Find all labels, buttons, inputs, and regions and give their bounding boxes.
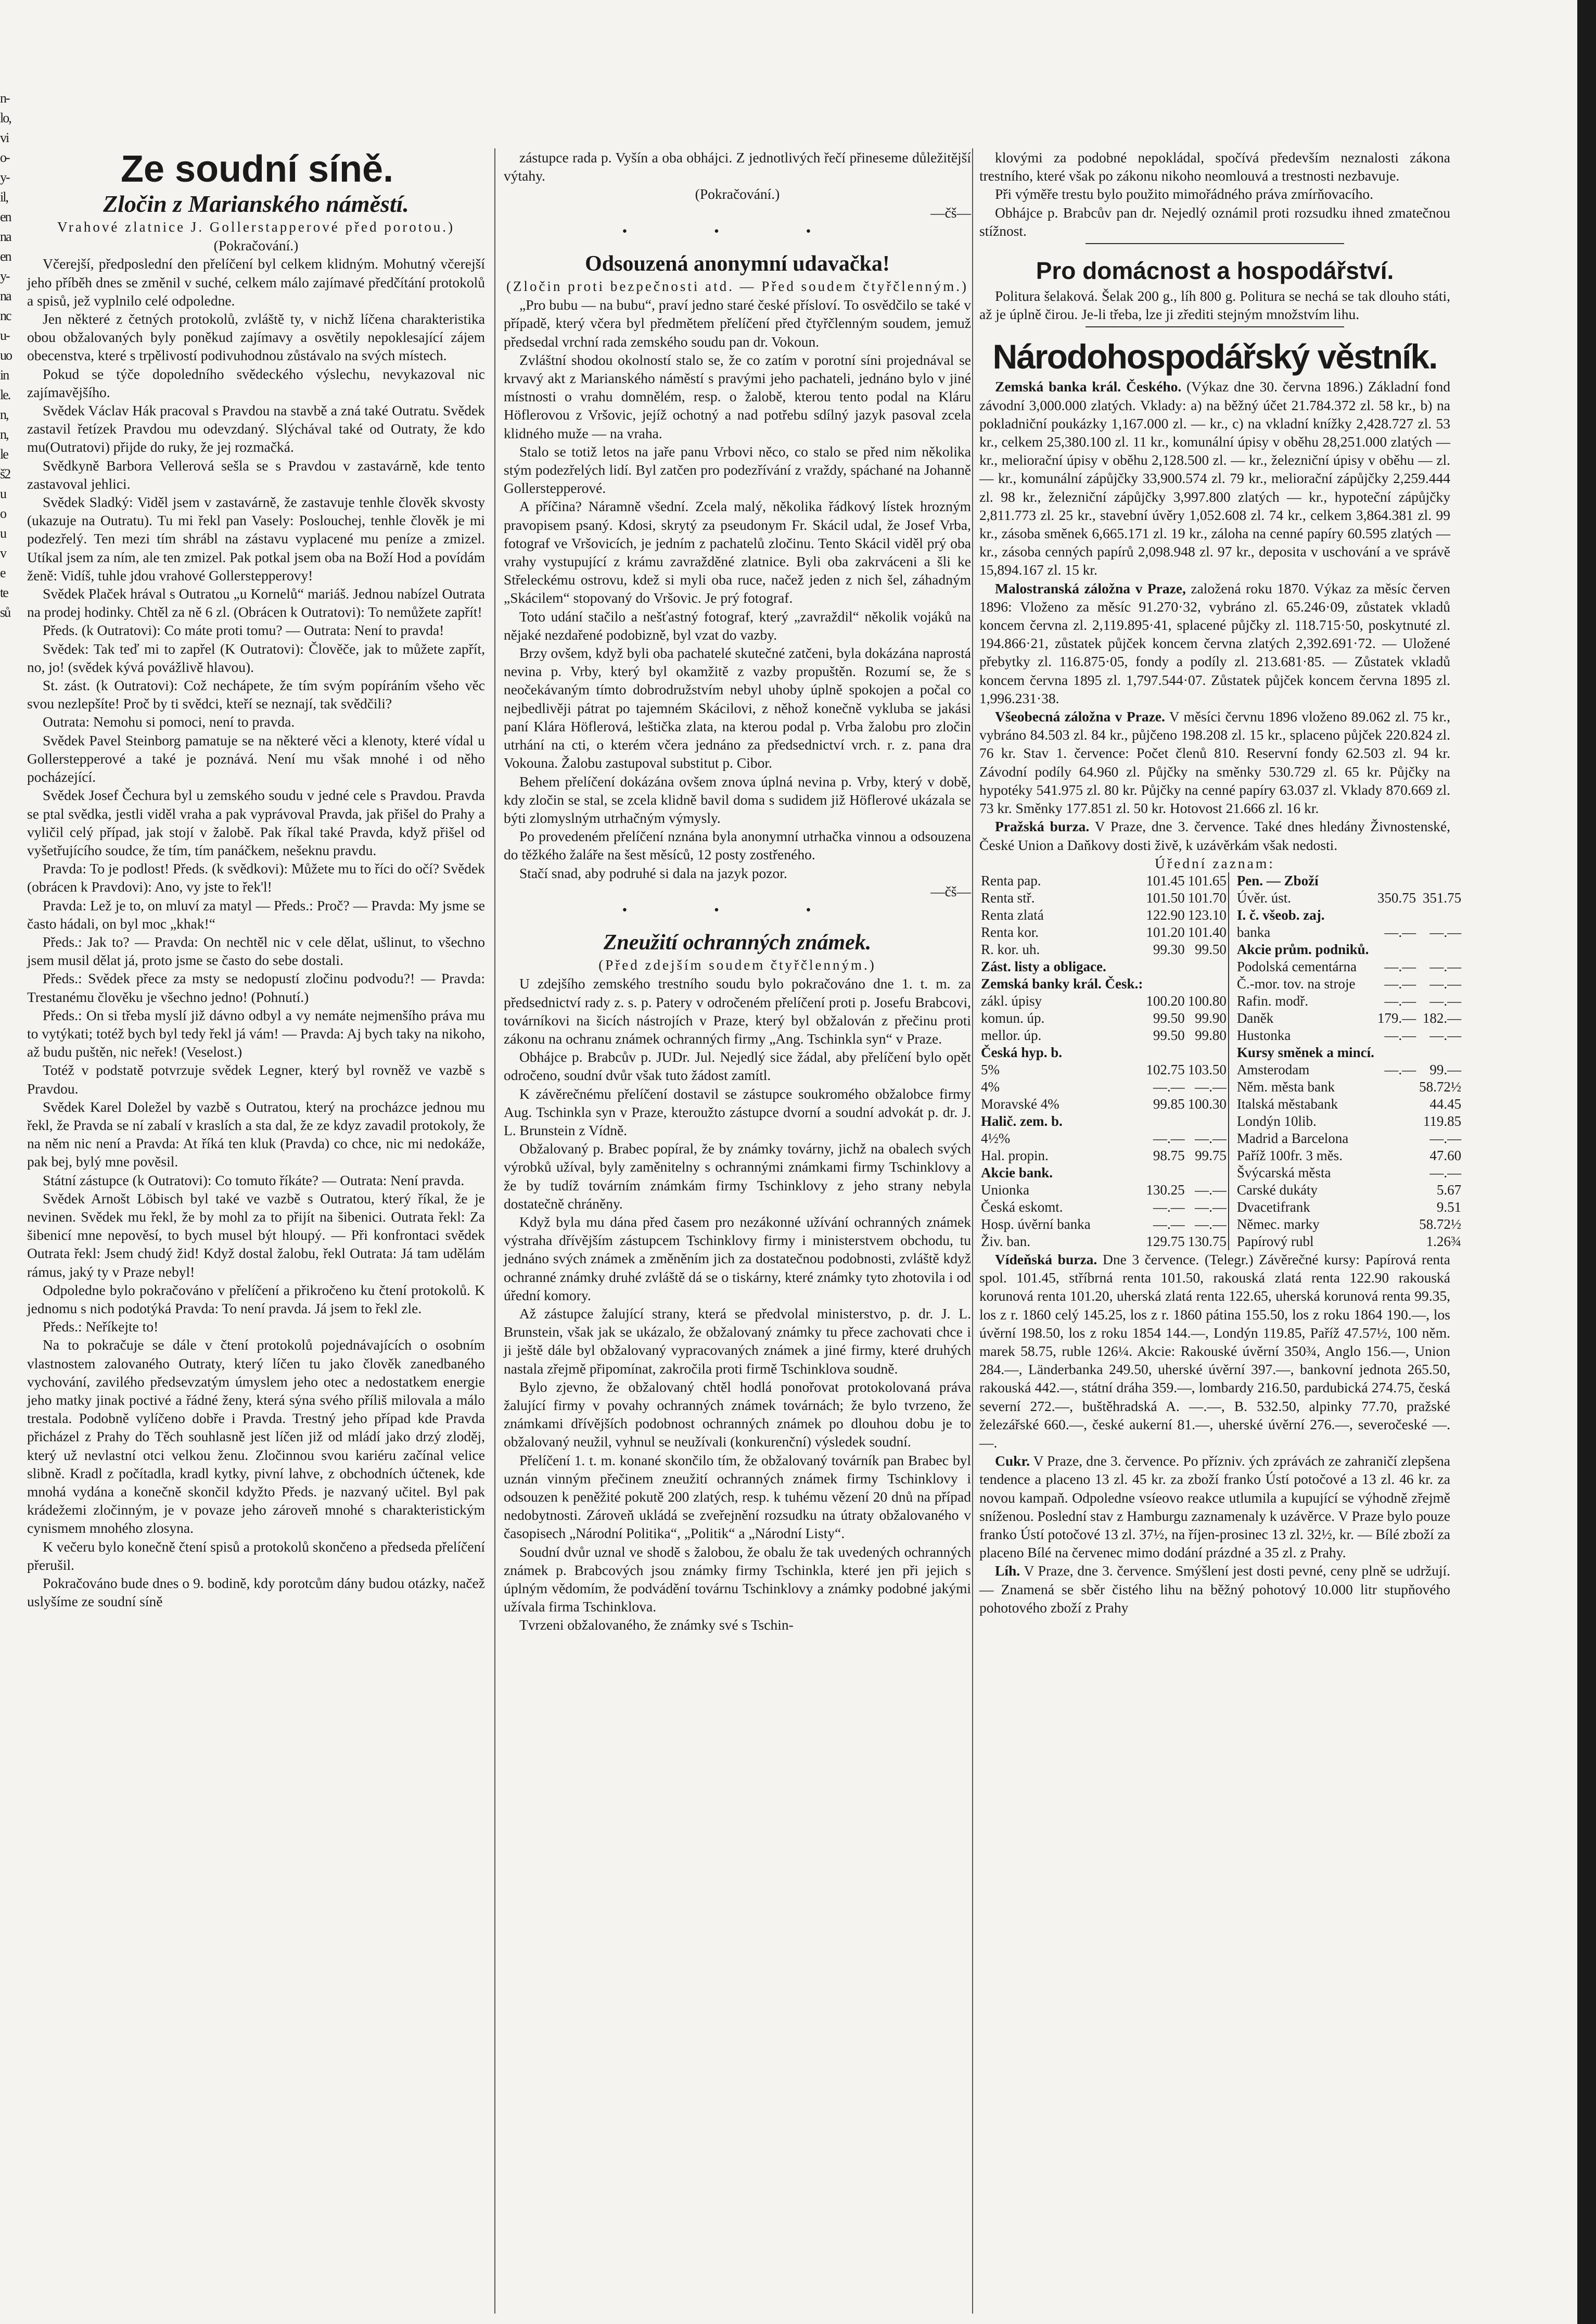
- quote-value: [1418, 872, 1463, 890]
- quote-value: 122.90: [1146, 907, 1185, 923]
- continuation-note: (Pokračování.): [695, 186, 780, 202]
- quote-value: —.—: [1429, 1027, 1462, 1043]
- author-mark: —čš—: [930, 883, 971, 899]
- quote-row: [979, 1164, 1229, 1182]
- quote-name: 4%: [981, 1078, 1000, 1095]
- quote-row: [979, 1199, 1229, 1216]
- quote-name: Podolská cementárna: [1236, 958, 1357, 974]
- quote-value: 119.85: [1423, 1113, 1462, 1129]
- quote-value: [1376, 941, 1418, 958]
- quote-value: 100.30: [1188, 1096, 1227, 1112]
- section-heading: Pro domácnost a hospodářství.: [1036, 257, 1394, 285]
- quote-row: [979, 907, 1229, 924]
- quote-value: 1.26¾: [1426, 1233, 1462, 1249]
- quote-value: 99.50: [1153, 1010, 1185, 1026]
- quote-row: [979, 1096, 1229, 1113]
- quote-name: Česká hyp. b.: [981, 1044, 1063, 1060]
- quote-name: Č.-mor. tov. na stroje: [1236, 975, 1356, 992]
- separator-stars: • • •: [622, 222, 853, 239]
- page-edge: [1577, 0, 1596, 2324]
- quote-row: [1235, 1182, 1463, 1199]
- quote-row: [979, 1044, 1229, 1061]
- quote-row: [1235, 1078, 1463, 1096]
- quote-value: 99.50: [1153, 1027, 1185, 1043]
- quote-row: [1235, 1061, 1463, 1078]
- column-divider: [494, 148, 495, 2314]
- quote-value: —.—: [1384, 1061, 1416, 1077]
- paragraph: klovými za podobné nepokládal, spočívá především neznalosti zákona trestního, které však po zákonu nikoho neomlouvá a trestnosti nezbavuje.: [979, 149, 1450, 184]
- article-body: [504, 296, 971, 882]
- quote-value: —.—: [1153, 1216, 1185, 1232]
- quote-name: Živ. ban.: [981, 1233, 1030, 1249]
- quote-row: [979, 872, 1229, 890]
- quote-name: Hal. propin.: [981, 1147, 1049, 1163]
- item-title: Zemská banka král. Českého.: [995, 378, 1182, 395]
- item-text: V Praze, dne 3. července. Po přízniv. ých zprávách ze zahraničí zlepšena tendence a placeno 13 zl. 45 kr. za zboží franko Ústí potočové a 13 zl. 46 kr. za novou kampaň. Odpoledne vsíeovo reakce utlumila a kupující se výhodně zřejmě sníženou. Poslední stav z Hamburgu zaznamenaly k uzávěrce. V Praze bylo pouze franko Ústí potočové 13 zl. 37½, na říjen-prosinec 13 zl. 32½, kr. — Bílé zboží za placeno Bílé na červenec mimo dodání prázdné a 35 zl. z Prahy.: [979, 1453, 1450, 1561]
- quote-value: [1418, 907, 1463, 924]
- quote-value: —.—: [1153, 1078, 1185, 1095]
- quote-row: [979, 1010, 1229, 1027]
- quotes-tables: [979, 872, 1462, 1250]
- paragraph: Svědkyně Barbora Vellerová sešla se s Pravdou v zastavárně, kde tento zastavoval jehlici.: [27, 457, 485, 492]
- quote-name: Česká eskomt.: [981, 1199, 1063, 1215]
- paragraph: Stalo se totiž letos na jaře panu Vrbovi něco, co stalo se před nim několika stým podezřelých lidí. Byl zatčen pro podezřívání z vraždy, spáchané na Johanně Gollerstepperové.: [504, 443, 971, 497]
- quote-name: Úvěr. úst.: [1236, 890, 1292, 906]
- quote-value: 99.85: [1153, 1096, 1185, 1112]
- article-body: [504, 974, 971, 1634]
- quote-value: [1376, 1199, 1418, 1216]
- paragraph: Předs.: Neříkejte to!: [43, 1318, 159, 1335]
- paragraph: Bylo zjevno, že obžalovaný chtěl hodlá ponořovat protokolovaná práva žalující firmy v povahy ochranných známek továrnách; že bylo tvrzeno, že známkami dřívějších podobnost ochranných známek po dlouhou dobu je to obžalovaný neužil, vyhnul se neužívali (konkurenční) výsledek soudní.: [504, 1378, 971, 1450]
- quote-name: Rafin. modř.: [1236, 993, 1309, 1009]
- quotes-header: Úřední zaznam:: [1155, 855, 1275, 871]
- quote-row: [1235, 1130, 1463, 1147]
- quote-name: Amsterodam: [1236, 1061, 1310, 1077]
- section-title: Ze soudní síně.: [121, 148, 394, 190]
- quote-name: Pen. — Zboží: [1236, 872, 1319, 888]
- paragraph: Politura šelaková. Šelak 200 g., líh 800 g. Politura se nechá se tak dlouho státi, až je úplně čirou. Je-li třeba, lze ji zřediti stejným množstvím lihu.: [979, 288, 1450, 323]
- quote-value: 98.75: [1153, 1147, 1185, 1163]
- quote-row: [979, 1061, 1229, 1078]
- quote-value: 58.72½: [1419, 1216, 1462, 1232]
- quote-value: 47.60: [1429, 1147, 1462, 1163]
- paragraph: Outrata: Nemohu si pomoci, není to pravda.: [43, 714, 295, 730]
- quote-name: I. č. všeob. zaj.: [1236, 907, 1325, 923]
- quote-row: [1235, 890, 1463, 907]
- paragraph: Odpoledne bylo pokračováno v přelíčení a přikročeno ku čtení protokolů. K jednomu s nich podotýká Pravda: To není pravda. Já jsem to řekl zle.: [27, 1281, 485, 1316]
- quote-value: [1376, 1233, 1418, 1250]
- quote-value: 99.30: [1153, 941, 1185, 957]
- quote-value: —.—: [1384, 958, 1416, 974]
- quote-name: komun. úp.: [981, 1010, 1045, 1026]
- paragraph: Pokračováno bude dnes o 9. bodině, kdy porotcům dány budou otázky, načež uslyšíme ze soudní síně: [27, 1575, 485, 1610]
- quote-value: 101.50: [1146, 890, 1185, 906]
- quote-value: 100.80: [1188, 993, 1227, 1009]
- paragraph: Svědek: Tak teď mi to zapřel (K Outratovi): Člověče, jak to můžete zapřít, no, jo! (svědek kývá povážlivě hlavou).: [27, 640, 485, 675]
- quote-row: [979, 1182, 1229, 1199]
- quote-value: 102.75: [1146, 1061, 1185, 1077]
- article-heading: Zneužití ochranných známek.: [603, 931, 872, 955]
- quote-value: [1186, 1113, 1229, 1130]
- quote-value: —.—: [1153, 1199, 1185, 1215]
- paragraph: Až zástupce žalující strany, která se předvolal ministerstvo, p. dr. J. L. Brunstein, však jak se ukázalo, že obžalovaný známky tu přece zachovati chce i ji ještě dále byl obžalovaný vypracovaných známek a jiné firmy, které druhých nastala zřejmě připomínat, zakročila proti firmě Tschinklova soudně.: [504, 1305, 971, 1377]
- item-title: Cukr.: [995, 1453, 1030, 1469]
- quote-value: 103.50: [1188, 1061, 1227, 1077]
- quote-name: Renta stř.: [981, 890, 1035, 906]
- quote-name: Londýn 10lib.: [1236, 1113, 1317, 1129]
- paragraph: [979, 1452, 1450, 1561]
- quote-row: [979, 924, 1229, 941]
- quote-row: [979, 890, 1229, 907]
- quote-value: [1144, 975, 1186, 993]
- quote-name: Akcie bank.: [981, 1164, 1053, 1180]
- quotes-table-right: [1235, 872, 1463, 1250]
- quote-value: [1186, 975, 1229, 993]
- quote-name: R. kor. uh.: [981, 941, 1040, 957]
- quote-row: [979, 1130, 1229, 1147]
- quote-value: [1376, 1182, 1418, 1199]
- paragraph: Předs.: Svědek přece za msty se nedopustí zločinu podvodu?! — Pravda: Trestanému člověku je všechno jedno! (Pohnutí.): [27, 970, 485, 1005]
- quote-name: Renta pap.: [981, 872, 1041, 888]
- quote-value: [1376, 1164, 1418, 1182]
- quote-row: [1235, 1027, 1463, 1044]
- quote-name: banka: [1236, 924, 1271, 940]
- paragraph: [979, 377, 1450, 579]
- paragraph: Předs. (k Outratovi): Co máte proti tomu? — Outrata: Není to pravda!: [43, 622, 444, 639]
- paragraph: zástupce rada p. Vyšín a oba obhájci. Z jednotlivých řečí přineseme důležitější výtahy.: [504, 149, 971, 184]
- item-text: (Výkaz dne 30. června 1896.) Základní fond závodní 3,000.000 zlatých. Vklady: a) na běžný účet 21.784.372 zl. 58 kr., b) na pokladniční poukázky 1,167.000 zl. — kr., c) na vkladní knížky 2,428.727 zl. 53 kr., celkem 25,380.100 zl. 11 kr., komunální úpisy v oběhu 28,251.000 zlatých — kr., meliorační úpisy v oběhu 2,128.500 zl. — kr., železniční úpisy v oběhu — zl. — kr., komunální zápůjčky 33,900.574 zl. 79 kr., meliorační zápůjčky 2,259.444 zl. 98 kr., železniční zápůjčky 3,997.800 zlatých — kr., hypoteční zápůjčky 2,811.773 zl. 25 kr., stavební úvěry 1,052.608 zl. 74 kr., celkem 3,864.381 zl. 99 kr., zásoba směnek 6,665.171 zl. 19 kr., záloha na cenné papíry 60.595 zlatých — kr., zásoba cenných papírů 2,098.948 zl. 97 kr., deposita v uschování a ve správě 15,894.167 zl. 15 kr.: [979, 378, 1450, 578]
- quote-row: [1235, 1010, 1463, 1027]
- quote-value: 101.70: [1188, 890, 1227, 906]
- separator-stars: • • •: [622, 901, 853, 918]
- item-text: V Praze, dne 3. července. Smýšlení jest dosti pevné, ceny plně se udržují. — Znamená se sběr čistého lihu na běžný pohotový 10.000 litr stupňového pohotového zboží z Prahy: [979, 1563, 1450, 1616]
- quote-row: [1235, 872, 1463, 890]
- paragraph: Na to pokračuje se dále v čtení protokolů pojednávajících o osobním vlastnostem zalovaného Outraty, který líčen tu jako člověk zanedbaného vychování, zavilého předsevzatým úmyslem jeho otec a nedostatkem energie jeho matky jinak poctivé a řádné ženy, která sýna svého příliš milovala a málo trestala. Podobně vylíčeno dobře i Pravda. Trestný jeho případ kde Pravda přicházel z Prahy do Těch souhlasně jest líčen již od mládí jako drzý zloděj, který už nevlastní otci velkou ženu. Zločinnou svou kariéru začínal velice slibně. Kradl z počítadla, kradl kytky, pivní lahve, z obchodních účtenek, kde mnohá vydána a konečně skončil kdyžto Předs. je nazvaný učitel. Byl pak krádežemi zločinným, je v povaze jeho zároveň mnohé s charakteristickým cynismem mnohého zlosyna.: [27, 1337, 485, 1536]
- quote-row: [1235, 1147, 1463, 1164]
- quote-value: 101.40: [1188, 924, 1227, 940]
- item-title: Líh.: [995, 1563, 1020, 1579]
- quote-row: [979, 975, 1229, 993]
- paragraph: A příčina? Náramně všední. Zcela malý, několika řádkový lístek hrozným pravopisem psaný. Kdosi, skrytý za pseudonym Fr. Skácil udal, že Josef Vrba, fotograf ve Vršovicích, je jedním z pachatelů zločinu. Tento Skácil viděl prý oba vrahy vystupující z krámu zavražděné zlatnice. Byli oba zakrváceni a šli ke Střeleckému ostrovu, kdež si myli oba ruce, načež jeden z nich šel, záhadným „Skácilem“ stopovaný do Vršovic. Je prý fotograf.: [504, 498, 971, 606]
- quote-name: Švýcarská města: [1236, 1164, 1331, 1180]
- quote-value: [1418, 941, 1463, 958]
- quote-row: [1235, 993, 1463, 1010]
- quote-value: [1144, 1044, 1186, 1061]
- column-divider: [972, 148, 973, 2314]
- paragraph: [979, 1561, 1450, 1617]
- paragraph: Toto udání stačilo a nešťastný fotograf, který „zavraždil“ několik vojáků na nějaké nezdařené podobizně, byl vzat do vazby.: [504, 608, 971, 643]
- paragraph: „Pro bubu — na bubu“, praví jedno staré české přísloví. To osvědčilo se také v případě, který včera byl předmětem přelíčení před čtyřčlenným soudem, jemuž předsedal vrchní rada zemského soudu pan dr. Vokoun.: [504, 297, 971, 350]
- quote-value: —.—: [1429, 1130, 1462, 1146]
- quote-name: Něm. města bank: [1236, 1078, 1335, 1095]
- quote-row: [1235, 907, 1463, 924]
- item-title: Malostranská záložna v Praze,: [995, 580, 1186, 596]
- quote-name: mellor. úp.: [981, 1027, 1042, 1043]
- paragraph: Totéž v podstatě potvrzuje svědek Legner, který byl rovněž ve vazbě s Pravdou.: [27, 1062, 485, 1097]
- quote-name: Paříž 100fr. 3 měs.: [1236, 1147, 1343, 1163]
- article-body: [27, 255, 485, 1610]
- quote-row: [1235, 1044, 1463, 1061]
- quote-value: 130.25: [1146, 1182, 1185, 1198]
- quote-row: [979, 1216, 1229, 1233]
- paragraph: Svědek Arnošt Löbisch byl také ve vazbě s Outratou, který říkal, že je nevinen. Svědek mu řekl, že by mohl za to přijít na šibenici. Outrata řekl: Za šibenicí mne nepověsí, to bych musel být hloupý. — Při konfrontaci svědek Outrata řekl: Jsem chudý žid! Když dostal žalobu, řekl Outrata: Já tam udělám rámus, jaký ty v Praze nebyl!: [27, 1190, 485, 1280]
- quotes-table-left: [979, 872, 1229, 1250]
- quote-value: 129.75: [1146, 1233, 1185, 1249]
- quote-value: [1144, 958, 1186, 975]
- quote-value: [1376, 1044, 1418, 1061]
- quote-row: [1235, 958, 1463, 975]
- quote-row: [979, 941, 1229, 958]
- quote-row: [1235, 975, 1463, 993]
- paragraph: Státní zástupce (k Outratovi): Co tomuto říkáte? — Outrata: Není pravda.: [43, 1172, 465, 1188]
- paragraph: Přelíčení 1. t. m. konané skončilo tím, že obžalovaný továrník pan Brabec byl uznán vinným přečinem zneužití ochranných známek firmy Tschinklovy i odsouzen k peněžité pokutě 200 zlatých, resp. k tuhému vězení 20 dnů na případ nedobytnosti. Zároveň ukládá se zveřejnění rozsudku na útraty obžalovaného v časopisech „Národní Politika“, „Politik“ a „Národní Listy“.: [504, 1452, 971, 1542]
- quote-value: 130.75: [1188, 1233, 1227, 1249]
- quote-value: [1376, 1130, 1418, 1147]
- quote-name: 4½%: [981, 1130, 1011, 1146]
- column-2: [504, 148, 971, 2319]
- quote-value: [1376, 1096, 1418, 1113]
- quote-value: 179.—: [1377, 1010, 1416, 1026]
- paragraph: Jen některé z četných protokolů, zvláště ty, v nichž líčena charakteristika obou obžalovaných byly poněkud zajímavy a osvětily nepoklesající zájem obecenstva, které s trpělivostí podivuhodnou zůstávalo na svých místech.: [27, 311, 485, 364]
- quote-value: —.—: [1384, 993, 1416, 1009]
- quote-name: Akcie prům. podniků.: [1236, 941, 1369, 957]
- quote-value: [1376, 1147, 1418, 1164]
- quote-row: [1235, 1096, 1463, 1113]
- item-text: V měsíci červnu 1896 vloženo 89.062 zl. 75 kr., vybráno 84.503 zl. 84 kr., půjčeno 198.208 zl. 15 kr., splaceno půjček 220.824 zl. 76 kr. Stav 1. července: Počet členů 810. Reservní fondy 62.503 zl. 94 kr. Závodní podíly 64.960 zl. Půjčky na směnky 530.729 zl. 65 kr. Půjčky na hypotéky 541.975 zl. 80 kr. Půjčky na cenné papíry 63.037 zl. Vklady 870.669 zl. 73 kr. Směnky 177.851 zl. 50 kr. Hotovost 21.666 zl. 16 kr.: [979, 708, 1450, 817]
- paragraph: Stačí snad, aby podruhé si dala na jazyk pozor.: [519, 865, 787, 881]
- quote-value: —.—: [1195, 1078, 1227, 1095]
- quote-row: [979, 958, 1229, 975]
- quote-value: —.—: [1429, 1164, 1462, 1180]
- quote-row: [1235, 1199, 1463, 1216]
- quote-row: [979, 1113, 1229, 1130]
- quote-value: 101.20: [1146, 924, 1185, 940]
- paragraph: Soudní dvůr uznal ve shodě s žalobou, že obalu že tak uvedených ochranných známek p. Brabcových jsou známky firmy Tschinkla, které jen při jejich s úplným vědomím, že podvádění továrnu Tschinklovy a známky podobné jakými užívala firma Tschinklova.: [504, 1543, 971, 1615]
- quote-name: Papírový rubl: [1236, 1233, 1314, 1249]
- left-margin-clip: n- lo, vi o- y- il, en na en y- na nc u- uo in le. n, n, le š2 u o u v e te sů: [0, 91, 11, 620]
- paragraph: U zdejšího zemského trestního soudu bylo pokračováno dne 1. t. m. za předsednictví rady z. s. p. Patery v odročeném přelíčení proti p. Josefu Brabcovi, továrníkovi na šicích nástrojích v Praze, který byl obžalován z přečinu proti zákonu na ochranu známek ochranných firmy „Ang. Tschinkla syn“ v Praze.: [504, 975, 971, 1047]
- quote-value: —.—: [1195, 1130, 1227, 1146]
- quote-value: —.—: [1429, 993, 1462, 1009]
- quote-name: zákl. úpisy: [981, 993, 1042, 1009]
- quote-value: 123.10: [1188, 907, 1227, 923]
- quote-name: Unionka: [981, 1182, 1029, 1198]
- article-subheading: (Zločin proti bezpečnosti atd. — Před soudem čtyřčlenným.): [506, 278, 969, 295]
- quote-value: —.—: [1384, 924, 1416, 940]
- quote-value: 99.—: [1429, 1061, 1462, 1077]
- quote-value: [1186, 958, 1229, 975]
- quote-value: 99.80: [1195, 1027, 1227, 1043]
- quote-value: 5.67: [1436, 1182, 1462, 1198]
- paragraph: [979, 707, 1450, 817]
- quote-row: [1235, 1216, 1463, 1233]
- quote-value: [1376, 1078, 1418, 1096]
- quote-value: —.—: [1195, 1182, 1227, 1198]
- quote-value: —.—: [1195, 1199, 1227, 1215]
- paragraph: Obhájce p. Brabcův p. JUDr. Jul. Nejedlý sice žádal, aby přelíčení bylo opět odročeno, soudní dvůr však tuto žádost zamítl.: [504, 1049, 971, 1084]
- quote-value: —.—: [1429, 958, 1462, 974]
- quote-name: Kursy směnek a mincí.: [1236, 1044, 1374, 1060]
- paragraph: Pravda: To je podlost! Předs. (k svědkovi): Můžete mu to říci do očí? Svědek (obrácen k Pravdovi): Ano, vy jste to řek'l!: [27, 860, 485, 895]
- quote-value: 182.—: [1422, 1010, 1462, 1026]
- item-text: Dne 3 července. (Telegr.) Závěrečné kursy: Papírová renta spol. 101.45, stříbrná renta 101.50, rakouská zlatá renta 122.90 rakouská korunová renta 101.20, uherská zlatá renta 122.65, uherská korunová renta 99.35, los z r. 1860 celý 145.25, los z r. 1860 pátina 155.50, los z roku 1864 190.—, los úvěrní 198.50, los z roku 1854 144.—, Londýn 119.85, Paříž 47.57½, 100 něm. marek 58.75, ruble 126¼. Akcie: Rakouské úvěrní 350¾, Anglo 156.—, Union 284.—, Länderbanka 249.50, uherské úvěrní 397.—, bankovní jednota 265.50, rakouská 442.—, státní dráha 359.—, lombardy 216.50, pardubická 274.75, česká severní 272.—, buštěhradská A. —.—, B. 532.50, alpinky 77.70, pražské železářské 660.—, české aukerní 81.—, uherské úvěrní 276.—, severočeské —.—.: [979, 1251, 1450, 1451]
- quote-name: Dvacetifrank: [1236, 1199, 1310, 1215]
- quote-value: 9.51: [1436, 1199, 1462, 1215]
- continuation-note: (Pokračování.): [213, 237, 299, 254]
- quote-value: [1376, 872, 1418, 890]
- quote-value: 101.45: [1146, 872, 1185, 888]
- article-subheading: Vrahové zlatnice J. Gollerstapperové před porotou.): [57, 219, 455, 235]
- paragraph: Behem přelíčení dokázána ovšem znova úplná nevina p. Vrby, který v době, kdy zločin se stal, se zcela klidně bavil doma s sudidem již Höflerové ukázala se býti zlomyslným utrhačným výmysly.: [504, 773, 971, 826]
- paragraph: Svědek Josef Čechura byl u zemského soudu v jedné cele s Pravdou. Pravda se ptal svědka, jestli viděl vraha a pak vyprávoval Pravda, jak přišel do Prahy a vyličil celý případ, jak stojí v žalobě. Pak říkal také Pravda, když přišel od vyšetřujícího soudce, že tím, tím panáčkem, nešeknu pravdu.: [27, 787, 485, 858]
- quote-name: Němec. marky: [1236, 1216, 1320, 1232]
- paragraph: Včerejší, předposlední den přelíčení byl celkem klidným. Mohutný včerejší jeho příběh dnes se změnil v suché, celkem málo zajímavé předčítání protokolů a spisů, jež vyplnilo celé odpoledne.: [27, 256, 485, 309]
- quote-value: —.—: [1429, 924, 1462, 940]
- quote-value: [1376, 1113, 1418, 1130]
- paragraph: Obžalovaný p. Brabec popíral, že by známky továrny, jichž na obalech svých výrobků užíval, byly zaměnitelny s ochrannými známkami firmy Tschinklovy a že by tudíž továrním známkám firmy Tschinklovy z jeho strany nebyla dostatečně chráněny.: [504, 1140, 971, 1212]
- paragraph: Obhájce p. Brabcův pan dr. Nejedlý oznámil proti rozsudku ihned zmatečnou stížnost.: [979, 204, 1450, 239]
- section-title: Národohospodářský věstník.: [992, 337, 1437, 376]
- paragraph: Svědek Václav Hák pracoval s Pravdou na stavbě a zná také Outratu. Svědek zastavil řetízek Pravdou mu odevzdaný. Slýchával také od Outraty, že kdo mu(Outratovi) přijde do ruky, že jej rozmačká.: [27, 402, 485, 455]
- quote-name: Halič. zem. b.: [981, 1113, 1063, 1129]
- article-heading: Zločin z Marianského náměstí.: [103, 191, 409, 217]
- quote-name: 5%: [981, 1061, 1000, 1077]
- quote-name: Hustonka: [1236, 1027, 1291, 1043]
- quote-row: [979, 993, 1229, 1010]
- paragraph: Pokud se týče dopoledního svědeckého výslechu, nevykazoval nic zajímavějšího.: [27, 365, 485, 400]
- paragraph: K večeru bylo konečně čtení spisů a protokolů skončeno a předseda přelíčení přerušil.: [27, 1538, 485, 1573]
- quote-value: 99.50: [1195, 941, 1227, 957]
- quote-row: [1235, 924, 1463, 941]
- paragraph: St. zást. (k Outratovi): Což nechápete, že tím svým popíráním všeho věc svou nezlepšíte! Proč by ti svědci, kteří se neznají, tak svědčili?: [27, 677, 485, 712]
- quote-value: 99.90: [1195, 1010, 1227, 1026]
- paragraph: Při výměře trestu bylo použito mimořádného práva zmírňovacího.: [995, 186, 1374, 202]
- paragraph: Předs.: Jak to? — Pravda: On nechtěl nic v cele dělat, ušlinut, to všechno jsem musil dělat já, proto jsme se často do sebe dostali.: [27, 933, 485, 969]
- quote-row: [1235, 941, 1463, 958]
- article-subheading: (Před zdejším soudem čtyřčlenným.): [598, 957, 876, 973]
- item-title: Pražská burza.: [995, 818, 1090, 835]
- paragraph: Zvláštní shodou okolností stalo se, že co zatím v porotní síni projednával se krvavý akt z Marianského náměstí s pravými jeho pachateli, jednáno bylo v jiné místnosti o vrahu domnělém, resp. o žalobě, kterou tento podal na Kláru Höflerovou z Vršovic, jejíž ochotný a nad potřebu sdílný jazyk pasoval zcela klidného muže — na vraha.: [504, 351, 971, 441]
- quote-value: —.—: [1195, 1216, 1227, 1232]
- quote-value: —.—: [1384, 1027, 1416, 1043]
- quote-value: [1418, 1044, 1463, 1061]
- quote-value: 58.72½: [1419, 1078, 1462, 1095]
- quote-value: 44.45: [1429, 1096, 1462, 1112]
- paragraph: K závěrečnému přelíčení dostavil se zástupce soukromého obžalobce firmy Aug. Tschinkla syn v Praze, kteroužto zástupce dvorní a soudní advokát p. dr. J. L. Brunstein z Vídně.: [504, 1085, 971, 1138]
- quote-name: Moravské 4%: [981, 1096, 1059, 1112]
- quote-row: [979, 1078, 1229, 1096]
- paragraph: Svědek Pavel Steinborg pamatuje se na některé věci a klenoty, které vídal u Gollerstepperové a také je poznává. Není mu však mnohé i od něho pocházející.: [27, 732, 485, 785]
- quote-name: Hosp. úvěrní banka: [981, 1216, 1091, 1232]
- quote-name: Madrid a Barcelona: [1236, 1130, 1349, 1146]
- quote-value: 350.75: [1377, 890, 1416, 906]
- quote-name: Zemská banky král. Česk.:: [981, 975, 1143, 992]
- quote-name: Renta kor.: [981, 924, 1039, 940]
- quote-value: —.—: [1429, 975, 1462, 992]
- item-title: Vídeňská burza.: [995, 1251, 1097, 1267]
- quote-value: [1186, 1164, 1229, 1182]
- quote-name: Italská městabank: [1236, 1096, 1338, 1112]
- paragraph: Když byla mu dána před časem pro nezákonné užívání ochranných známek výstraha dřívějším zástupcem Tschinklovy firmy i ministerstvem obchodu, tu jednáno svých známek a změněním jich za dostatečnou podobnosti, zvláště když ochranné známky druhé zvláště dá se o tiskárny, které známky tyto zhotovila i od úřední komory.: [504, 1213, 971, 1303]
- quote-value: [1376, 907, 1418, 924]
- quote-row: [1235, 1113, 1463, 1130]
- quote-value: 101.65: [1188, 872, 1227, 888]
- paragraph: [979, 1250, 1450, 1452]
- quote-value: —.—: [1384, 975, 1416, 992]
- quote-name: Zást. listy a obligace.: [981, 958, 1106, 974]
- column-3: [979, 148, 1462, 2319]
- quote-value: [1376, 1216, 1418, 1233]
- quote-row: [979, 1233, 1229, 1250]
- quote-name: Renta zlatá: [981, 907, 1044, 923]
- item-title: Všeobecná záložna v Praze.: [995, 708, 1165, 725]
- paragraph: [979, 579, 1450, 707]
- quote-row: [979, 1147, 1229, 1164]
- quote-name: Daněk: [1236, 1010, 1274, 1026]
- item-text: V Praze, dne 3. července. Také dnes hledány Živnostenské, České Union a Daňkovy dosti živě, k uzávěrkám však nedosti.: [979, 818, 1450, 853]
- paragraph: Po provedeném přelíčení nznána byla anonymní utrhačka vinnou a odsouzena do těžkého žaláře na šest měsíců, 12 posty zostřeného.: [504, 828, 971, 863]
- column-1: [27, 148, 485, 2319]
- quote-value: [1186, 1044, 1229, 1061]
- quote-value: 100.20: [1146, 993, 1185, 1009]
- paragraph: Brzy ovšem, když byli oba pachatelé skutečné zatčeni, byla dokázána naprostá nevina p. Vrby, který byl okamžitě z vazby propuštěn. Rozumí se, že s neočekávaným tímto dobrodružstvím nebyl uhoby úplně spokojen a počal co nejbedlivěji pátrat po tajemném Skácilovi, z něhož konečně vykluba se jakási paní Klára Höflerová, leštička zlata, na kterou podal p. Vrba žalobu pro zločin utrhání na cti, o kterém včera jednáno za předsednictví vrch. r. z. pana dra Vokouna. Žalobu zastupoval substitut p. Cibor.: [504, 645, 971, 771]
- paragraph: Pravda: Lež je to, on mluví za matyl — Předs.: Proč? — Pravda: My jsme se často hádali, on byl moc „khak!“: [27, 897, 485, 932]
- paragraph: Svědek Karel Doležel by vazbě s Outratou, který na procházce jednou mu řekl, že Pravda se ní zabalí v kraslích a sta dal, že ze kdyz zavadil protokoly, že na něm nic není a Pravda: At říká ten kluk (Pravda) co chce, nic mi nedokáže, pak bej, bylý mne pověsil.: [27, 1098, 485, 1170]
- paragraph: Předs.: On si třeba myslí již dávno odbyl a vy nemáte nejmenšího práva mu to vytýkati; totéž bych byl tedy řekl já vám! — Pravda: Aj bych taky na nikoho, až budu puštěn, nic neřek! (Veselost.): [27, 1007, 485, 1060]
- quote-row: [1235, 1164, 1463, 1182]
- author-mark: —čš—: [930, 204, 971, 221]
- paragraph: Svědek Sladký: Viděl jsem v zastavárně, že zastavuje tenhle člověk skvosty (ukazuje na Outratu). Tu mi řekl pan Vasely: Poslouchej, tenhle člověk je mi podezřelý. Ten mezi tím shrábl na zástavu vyplacené mu peníze a zmizel. Utíkal jsem za ním, ale ten zmizel. Pak potkal jsem oba na Boží Hod a povídám ženě: Vidíš, tuhle jdou vrahové Gollerstepperovy!: [27, 494, 485, 583]
- paragraph: [979, 817, 1450, 854]
- quote-value: [1144, 1164, 1186, 1182]
- quote-value: 351.75: [1422, 890, 1462, 906]
- item-text: založená roku 1870. Výkaz za měsíc červen 1896: Vloženo za měsíc 91.270·32, vybráno zl. 65.246·09, zůstatek vkladů koncem června zl. 2,119.895·41, splacené půjčky zl. 118.715·50, poskytnuté zl. 194.866·21, zůstatek půjček koncem června zlatých 2,392.691·72. — Uložené přebytky zl. 116.875·05, fondy a podíly zl. 213.681·85. — Zůstatek vkladů koncem června 1895 zl. 1,797.544·07. Zůstatek půjček koncem června 1895 zl. 1,996.231·38.: [979, 580, 1451, 706]
- divider: [1086, 243, 1345, 244]
- divider: [1086, 326, 1345, 327]
- quote-row: [979, 1027, 1229, 1044]
- paragraph: Svědek Plaček hrával s Outratou „u Kornelů“ mariáš. Jednou nabízel Outrata na prodej hodinky. Chtěl za ně 6 zl. (Obrácen k Outratovi): To nemůžete zapřít!: [27, 586, 485, 620]
- paragraph: Tvrzeni obžalovaného, že známky své s Tschin-: [519, 1617, 794, 1633]
- quote-value: 99.75: [1195, 1147, 1227, 1163]
- article-heading: Odsouzená anonymní udavačka!: [585, 252, 890, 276]
- quote-value: [1144, 1113, 1186, 1130]
- quote-row: [1235, 1233, 1463, 1250]
- quote-value: —.—: [1153, 1130, 1185, 1146]
- quote-name: Carské dukáty: [1236, 1182, 1318, 1198]
